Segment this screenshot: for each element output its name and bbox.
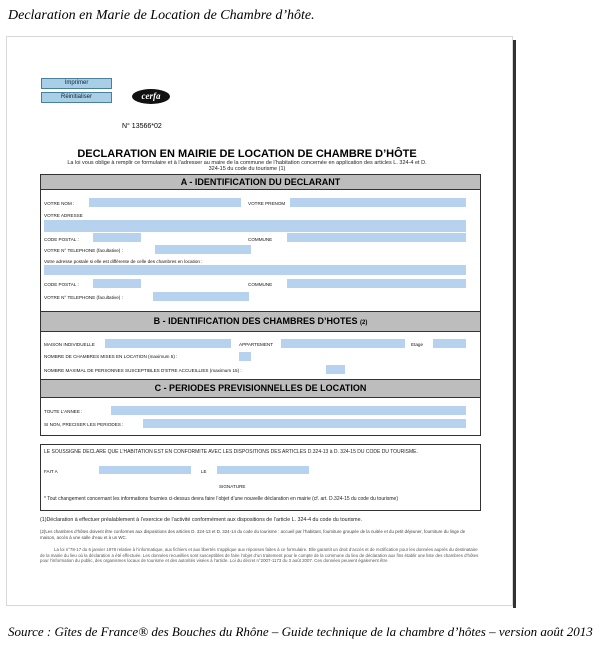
section-c-header: C - PERIODES PREVISIONNELLES DE LOCATION [41, 380, 480, 398]
label-nb-personnes: NOMBRE MAXIMAL DE PERSONNES SUSCEPTIBLES D’ETRE ACCUEILLIES (maximum 15) : [44, 368, 242, 373]
section-a-header: A - IDENTIFICATION DU DECLARANT [41, 175, 480, 190]
caption-top: Declaration en Marie de Location de Chambre d’hôte. [8, 8, 315, 23]
label-maison: MAISON INDIVIDUELLE [44, 342, 95, 347]
label-telephone: VOTRE N° TELEPHONE (facultative) : [44, 248, 123, 253]
footnote-2: (2)Les chambres d’hôtes doivent être conformes aux dispositions des articles D. 324-13 et D. 324-14 du code du tourisme : accueil par l’habitant, fourniture groupée de la nuitée et du petit déjeuner, fourniture du linge de maison, accès à une salle d’eau et à un WC. [40, 529, 466, 540]
code-postal-2-input[interactable] [93, 279, 141, 288]
telephone-input[interactable] [155, 245, 251, 254]
section-b [40, 311, 481, 380]
section-a [40, 174, 481, 312]
law-notice: La loi n°78-17 du 6 janvier 1978 relative à l’informatique, aux fichiers et aux libertés s’applique aux réponses faites à ce formulaire. Elle garantit un droit d’accès et de rectification pour les données auprès du destinataire de la mairie du lieu où la déclaration a été effectuée. Les données recueillies sont susceptibles de faire l’objet d’un traitement pour le compte de la commune du lieu de déclaration aux fins établir une liste des chambres d’hôtes pour l’information du public, des organismes locaux de tourisme et des autorités visées à l’article. Loi du décret n°2007-1173 du 3 août 2007. Ces données peuvent également être [40, 547, 479, 563]
label-periodes: SI NON, PRECISER LES PERIODES : [44, 422, 124, 427]
label-nom: VOTRE NOM : [44, 201, 75, 206]
reset-button[interactable]: Réinitialiser [41, 92, 112, 103]
etage-input[interactable] [433, 339, 466, 348]
label-signature: SIGNATURE [219, 484, 246, 489]
label-commune: COMMUNE [248, 237, 273, 242]
change-note: * Tout changement concernant les informations fournies ci-dessus devra faire l’objet d’une nouvelle déclaration en mairie (cf. art. D.324-15 du code du tourisme) [44, 496, 398, 502]
declaration-box [40, 444, 481, 511]
toute-annee-input[interactable] [111, 406, 466, 415]
fait-a-input[interactable] [99, 466, 191, 474]
prenom-input[interactable] [290, 198, 466, 207]
label-telephone-2: VOTRE N° TELEPHONE (facultative) : [44, 295, 123, 300]
form-page [6, 36, 513, 606]
label-adresse-diff: Votre adresse postale si elle est différente de celle des chambres en location : [44, 259, 203, 264]
print-button[interactable]: Imprimer [41, 78, 112, 89]
appartement-input[interactable] [281, 339, 405, 348]
adresse-diff-input[interactable] [44, 265, 466, 275]
label-appartement: APPARTEMENT [239, 342, 274, 347]
label-commune-2: COMMUNE [248, 282, 273, 287]
label-adresse: VOTRE ADRESSE [44, 213, 83, 218]
label-nb-chambres: NOMBRE DE CHAMBRES MISES EN LOCATION (maximum 5) : [44, 354, 178, 359]
section-b-title: B - IDENTIFICATION DES CHAMBRES D’HOTES [153, 316, 358, 326]
footnote-1: (1)Déclaration à effectuer préalablement à l’exercice de l’activité conformément aux dispositions de l’article L. 324-4 du code du tourisme. [40, 517, 363, 523]
code-postal-input[interactable] [93, 233, 141, 242]
label-fait-a: FAIT A [44, 469, 58, 474]
page-shadow [513, 40, 516, 608]
nom-input[interactable] [89, 198, 241, 207]
section-b-note: (2) [360, 320, 368, 326]
periodes-input[interactable] [143, 419, 466, 428]
form-number: N° 13566*02 [122, 123, 162, 130]
commune-input[interactable] [287, 233, 466, 242]
adresse-input[interactable] [44, 220, 466, 232]
label-code-postal-2: CODE POSTAL : [44, 282, 79, 287]
nb-personnes-input[interactable] [326, 365, 345, 374]
nb-chambres-input[interactable] [239, 352, 251, 361]
section-c [40, 379, 481, 436]
cerfa-logo: cerfa [132, 89, 170, 104]
label-le: LE [201, 469, 207, 474]
form-title: DECLARATION EN MAIRIE DE LOCATION DE CHAMBRE D’HÔTE [77, 148, 417, 160]
commune-2-input[interactable] [287, 279, 466, 288]
declaration-text: LE SOUSSIGNE DECLARE QUE L’HABITATION EST EN CONFORMITE AVEC LES DISPOSITIONS DES ARTICLES D.324-13 à D. 324-15 DU CODE DU TOURISME. [44, 449, 418, 455]
caption-bottom: Source : Gîtes de France® des Bouches du Rhône – Guide technique de la chambre d’hôtes – version août 2013 [8, 624, 593, 639]
section-b-header [41, 312, 480, 332]
maison-input[interactable] [105, 339, 231, 348]
date-input[interactable] [217, 466, 309, 474]
label-toute-annee: TOUTE L’ANNEE : [44, 409, 83, 414]
form-subtitle: La loi vous oblige à remplir ce formulaire et à l’adresser au maire de la commune de l’habitation concernée en application des articles L. 324-4 et D. 324-15 du code du tourisme (1) [67, 160, 427, 172]
telephone-2-input[interactable] [153, 292, 249, 301]
label-etage: Etage [411, 342, 424, 347]
label-code-postal: CODE POSTAL : [44, 237, 79, 242]
label-prenom: VOTRE PRENOM [248, 201, 286, 206]
